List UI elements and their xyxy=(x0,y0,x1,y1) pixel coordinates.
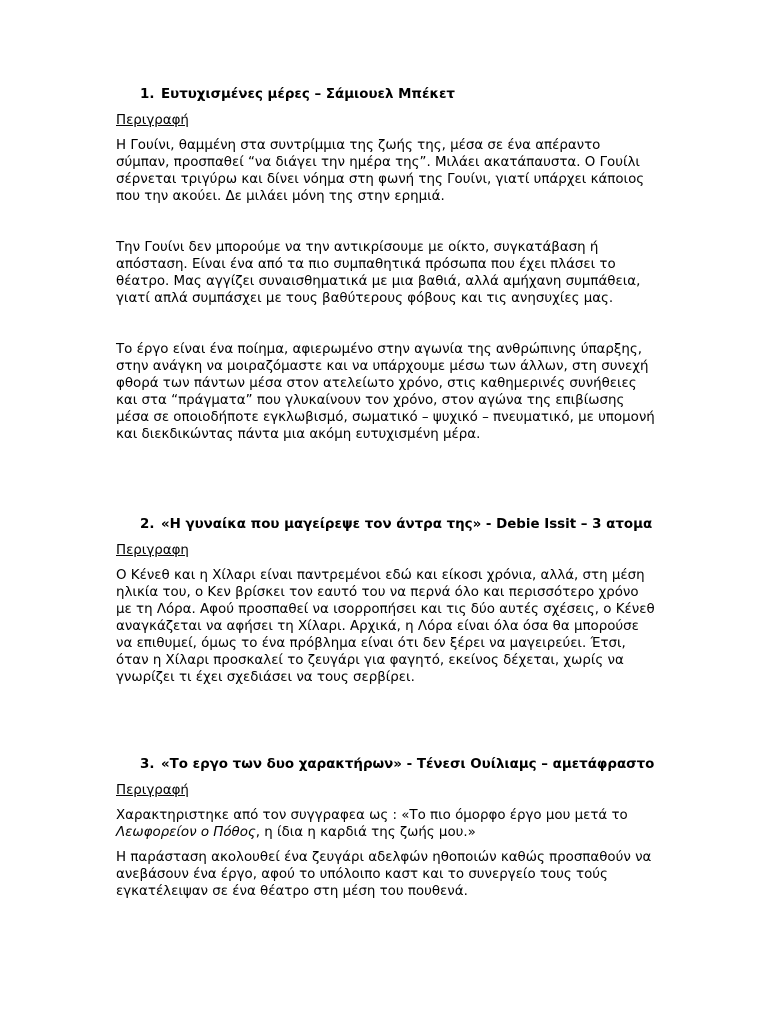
section-1-number: 1. xyxy=(140,87,155,102)
section-1-paragraph-2: Την Γουίνι δεν μπορούμε να την αντικρίσουμε με οίκτο, συγκατάβαση ή απόσταση. Είναι ένα από τα πιο συμπαθητικά πρόσωπα που έχει πλάσει το θέατρο. Μας αγγίζει συναισθηματικά με μια βαθιά, αλλά αμήχανη συμπάθεια, γιατί απλά συμπάσχει με τους βαθύτερους φόβους και τις ανησυχίες μας. xyxy=(116,240,641,306)
section-2-paragraph-1: Ο Κένεθ και η Χίλαρι είναι παντρεμένοι εδώ και είκοσι χρόνια, αλλά, στη μέση ηλικία του, ο Κεν βρίσκει τον εαυτό του να περνά όλο και περισσότερο χρόνο με τη Λόρα. Αφού προσπαθεί να ισορροπήσει και τις δύο αυτές σχέσεις, ο Κένεθ αναγκάζεται να αφήσει τη Χίλαρι. Αρχικά, η Λόρα είναι όλα όσα θα μπορούσε να επιθυμεί, όμως το ένα πρόβλημα είναι ότι δεν ξέρει να μαγειρεύει. Έτσι, όταν η Χίλαρι προσκαλεί το ζευγάρι για φαγητό, εκείνος δέχεται, χωρίς να γνωρίζει τι έχει σχεδιάσει να τους σερβίρει. xyxy=(116,568,655,685)
section-3 xyxy=(116,757,656,900)
section-3-quote-suffix: , η ίδια η καρδιά της ζωής μου.» xyxy=(255,825,476,840)
section-3-quote-prefix: Χαρακτηριστηκε από τον συγγραφεα ως : «Το πιο όμορφο έργο μου μετά το xyxy=(116,808,628,823)
section-3-number: 3. xyxy=(140,757,155,772)
section-3-title: «Το εργο των δυο χαρακτήρων» - Τένεσι Ουίλιαμς – αμετάφραστο xyxy=(161,757,655,772)
section-2-title: «Η γυναίκα που μαγείρεψε τον άντρα της» - Debie Issit – 3 ατομα xyxy=(161,517,653,532)
section-3-label: Περιγραφή xyxy=(116,783,189,798)
section-3-heading xyxy=(116,757,656,773)
section-2 xyxy=(116,517,656,686)
section-1-label: Περιγραφή xyxy=(116,113,189,128)
section-2-number: 2. xyxy=(140,517,155,532)
section-2-label: Περιγραφη xyxy=(116,543,189,558)
section-1 xyxy=(116,87,656,443)
section-1-paragraph-1: Η Γουίνι, θαμμένη στα συντρίμμια της ζωής της, μέσα σε ένα απέραντο σύμπαν, προσπαθεί “να διάγει την ημέρα της”. Μιλάει ακατάπαυστα. Ο Γουίλι σέρνεται τριγύρω και δίνει νόημα στη φωνή της Γουίνι, γιατί υπάρχει κάποιος που την ακούει. Δε μιλάει μόνη της στην ερημιά. xyxy=(116,138,645,204)
section-3-quote xyxy=(116,807,656,841)
section-1-paragraph-3: Το έργο είναι ένα ποίημα, αφιερωμένο στην αγωνία της ανθρώπινης ύπαρξης, στην ανάγκη να μοιραζόμαστε και να υπάρχουμε μέσω των άλλων, στη συνεχή φθορά των πάντων μέσα στον ατελείωτο χρόνο, στις καθημερινές συνήθειες και στα “πράγματα” που γλυκαίνουν τον χρόνο, στον αγώνα της επιβίωσης μέσα σε οποιοδήποτε εγκλωβισμό, σωματικό – ψυχικό – πνευματικό, με υπομονή και διεκδικώντας πάντα μια ακόμη ευτυχισμένη μέρα. xyxy=(116,342,655,442)
section-3-quote-italic: Λεωφορείον ο Πόθος xyxy=(116,825,256,840)
section-1-heading xyxy=(116,87,656,103)
section-1-title: Ευτυχισμένες μέρες – Σάμιουελ Μπέκετ xyxy=(161,87,455,102)
section-2-heading xyxy=(116,517,656,533)
section-3-paragraph-1: Η παράσταση ακολουθεί ένα ζευγάρι αδελφών ηθοποιών καθώς προσπαθούν να ανεβάσουν ένα έργο, αφού το υπόλοιπο καστ και το συνεργείο τους τούς εγκατέλειψαν σε ένα θέατρο στη μέση του πουθενά. xyxy=(116,850,652,899)
